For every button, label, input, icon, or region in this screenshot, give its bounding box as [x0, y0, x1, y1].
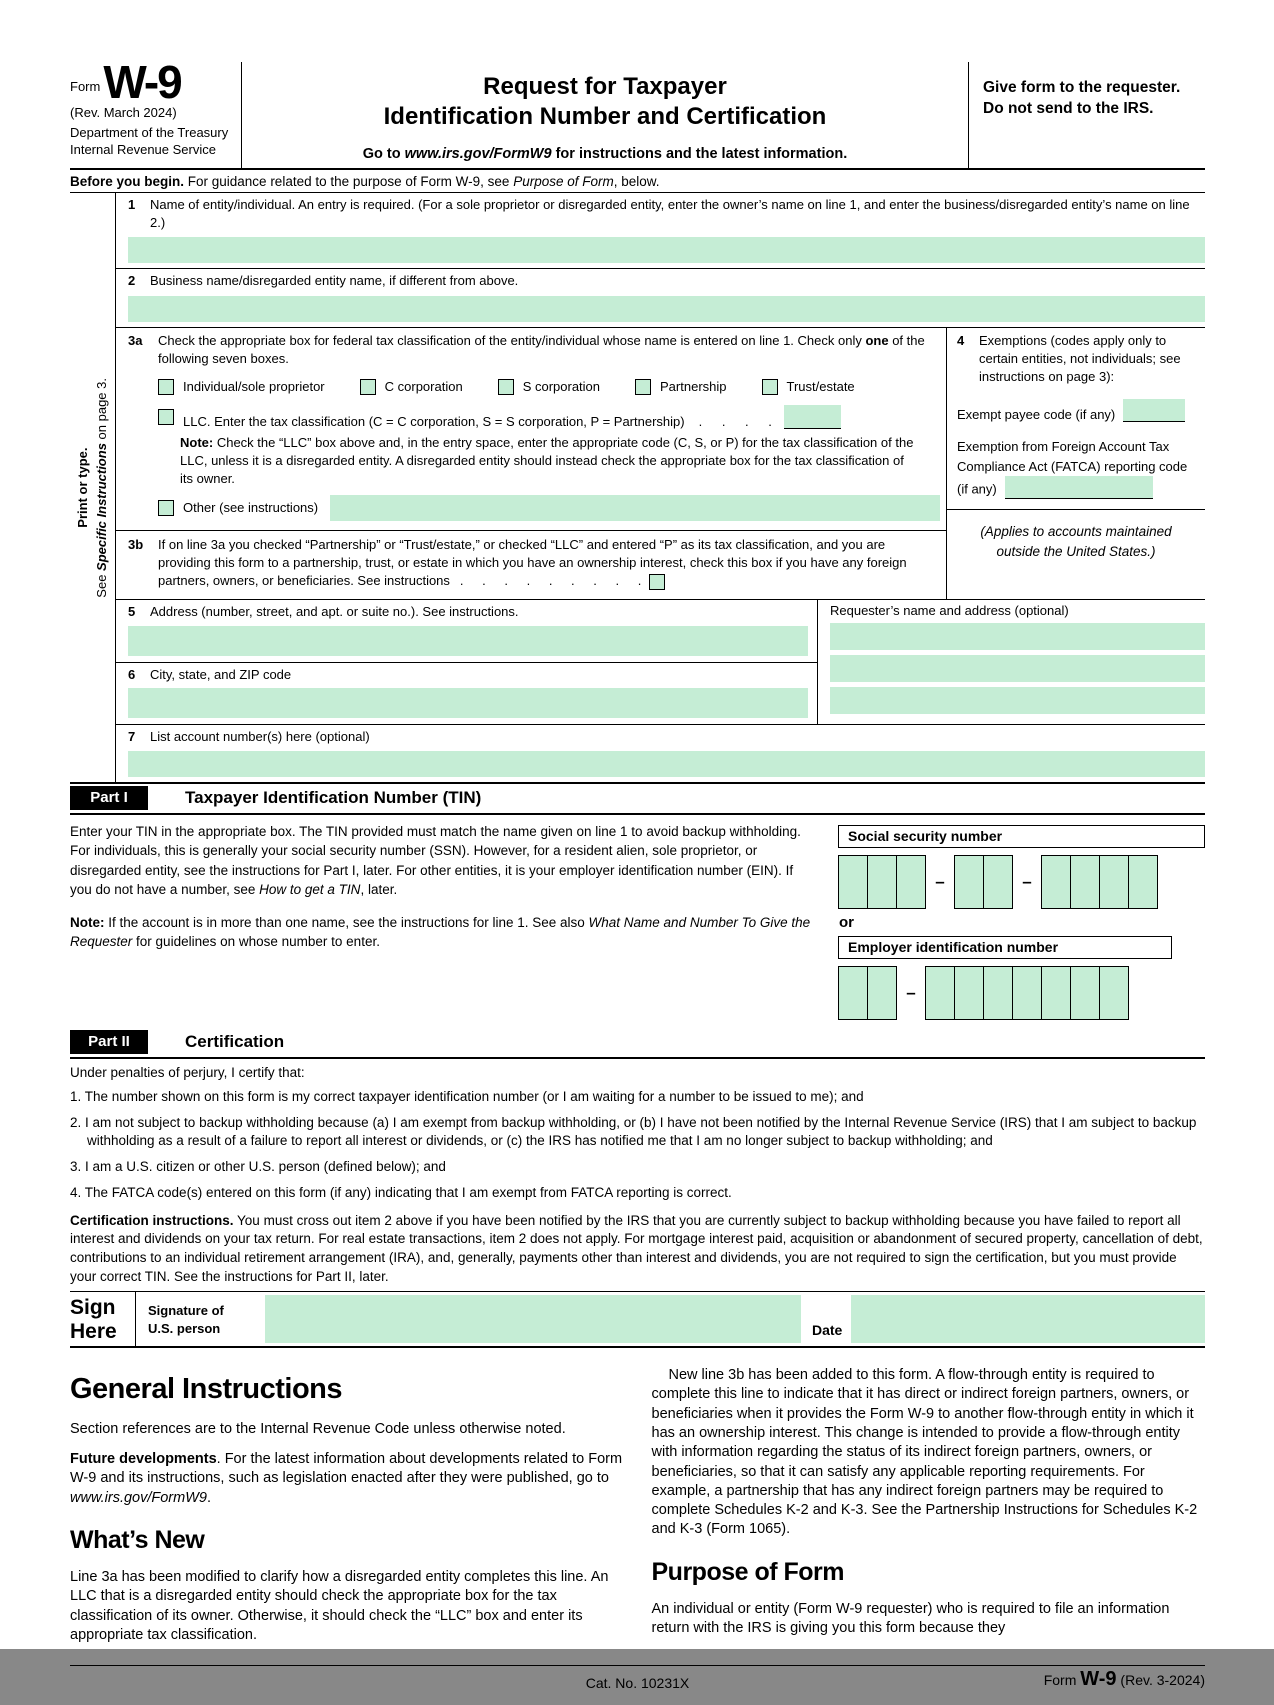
ein-cell[interactable]	[838, 966, 868, 1020]
option-trust-estate	[762, 379, 855, 395]
llc-classification-input[interactable]	[784, 405, 841, 429]
line6-number: 6	[128, 666, 136, 682]
line3a-cell	[116, 328, 946, 531]
address-row	[116, 600, 1205, 724]
llc-note: Note: Check the “LLC” box above and, in the entry space, enter the appropriate code (C, S, or P) for the tax classification of the LLC, unless it is a disregarded entity. A disregarded entity should instead check the appropriate box for the tax classification of its owner.	[180, 434, 914, 486]
ssn-cell[interactable]	[954, 855, 984, 909]
future-developments-paragraph: Future developments. For the latest information about developments related to Form W-9 and its instructions, such as legislation enacted after they were published, go to www.irs.gov/FormW9.	[70, 1450, 623, 1506]
ssn-cell[interactable]	[1128, 855, 1158, 909]
ein-cell[interactable]	[1099, 966, 1129, 1020]
exempt-payee-row	[957, 399, 1197, 422]
purpose-of-form-ref: Purpose of Form	[513, 174, 614, 189]
exempt-payee-label: Exempt payee code (if any)	[957, 407, 1116, 423]
part1-paragraph: Enter your TIN in the appropriate box. The TIN provided must match the name given on line 1 to avoid backup withholding. For individuals, this is generally your social security number (SSN). However, for a resident alien, sole proprietor, or disregarded entity, see the instructions for Part I, later. For other entities, it is your employer identification number (EIN). If you do not have a number, see How to get a TIN, later.	[70, 823, 801, 898]
line1-label: Name of entity/individual. An entry is required. (For a sole proprietor or disregarded entity, enter the owner’s name on line 1, and enter the business/disregarded entity’s name on line 2.)	[150, 197, 1190, 231]
ein-cells	[838, 966, 1205, 1020]
part2-bar	[70, 1028, 1205, 1059]
signature-of-label: Signature of U.S. person	[135, 1292, 265, 1346]
other-checkbox[interactable]	[158, 500, 174, 516]
requester-cell	[818, 600, 1205, 723]
address-input[interactable]	[128, 626, 808, 656]
ein-cell[interactable]	[983, 966, 1013, 1020]
ssn-dash: –	[935, 871, 945, 891]
requester-input-line3[interactable]	[830, 687, 1205, 714]
main-field-box	[70, 192, 1205, 784]
ein-cell[interactable]	[925, 966, 955, 1020]
ssn-cell[interactable]	[896, 855, 926, 909]
before-you-begin	[70, 170, 1205, 192]
date-input[interactable]	[851, 1295, 1205, 1343]
print-or-type-label: Print or type.	[74, 447, 90, 528]
certify-item-2: 2. I am not subject to backup withholding because (a) I am exempt from backup withholding, or (b) I have not been notified by the Internal Revenue Service (IRS) that I am subject to backup withholding as a result of a failure to report all interest or dividends, or (c) the IRS has notified me that I am no longer subject to backup withholding; and	[70, 1114, 1197, 1148]
line5-number: 5	[128, 604, 136, 620]
whats-new-heading: What’s New	[70, 1525, 205, 1554]
section-references-paragraph: Section references are to the Internal Revenue Code unless otherwise noted.	[70, 1420, 566, 1437]
before-bold: Before you begin.	[70, 174, 185, 189]
other-input[interactable]	[330, 495, 940, 521]
whats-new-paragraph: Line 3a has been modified to clarify how a disregarded entity completes this line. An LLC that is a disregarded entity should check the appropriate box for the tax classification of its owner. Otherwise, it should check the “LLC” box and enter its appropriate tax classification.	[70, 1569, 609, 1643]
part2-badge: Part II	[70, 1030, 148, 1054]
new-line-3b-paragraph: New line 3b has been added to this form. A flow-through entity is required to complete this line to indicate that it has direct or indirect foreign partners, owners, or beneficiaries when it provides the Form W-9 to another flow-through entity in which it has an ownership interest. This change is intended to provide a flow-through entity with information regarding the status of its indirect foreign partners, owners, or beneficiaries, so that it can satisfy any applicable reporting requirements. For example, a partnership that has any indirect foreign partners may be required to complete Schedules K-2 and K-3. See the Partnership Instructions for Schedules K-2 and K-3 (Form 1065).	[651, 1367, 1198, 1538]
form-number: W-9	[103, 56, 181, 108]
form-title-line2: Identification Number and Certification	[383, 103, 827, 130]
line3b-cell	[116, 531, 946, 600]
s-corporation-checkbox[interactable]	[498, 379, 514, 395]
catalog-number: Cat. No. 10231X	[585, 1675, 690, 1692]
part1-bar	[70, 784, 1205, 815]
part2-title: Certification	[185, 1031, 285, 1051]
part1-badge: Part I	[70, 786, 148, 810]
certification-instructions: Certification instructions. You must cross out item 2 above if you have been notified by the IRS that you are currently subject to backup withholding because you have failed to report all interest and dividends on your tax return. For real estate transactions, item 2 does not apply. For mortgage interest paid, acquisition or abandonment of secured property, cancellation of debt, contributions to an individual retirement arrangement (IRA), and, generally, payments other than interest and dividends, you are not required to sign the certification, but you must provide your correct TIN. See the instructions for Part II, later.	[70, 1212, 1203, 1284]
internal-revenue-service: Internal Revenue Service	[70, 141, 216, 157]
ssn-dash: –	[1022, 871, 1032, 891]
line1-number: 1	[128, 197, 136, 212]
general-instructions-heading: General Instructions	[70, 1373, 343, 1406]
line4-label: Exemptions (codes apply only to certain entities, not individuals; see instructions on page 3):	[979, 332, 1181, 384]
partnership-checkbox[interactable]	[635, 379, 651, 395]
signature-input[interactable]	[265, 1295, 801, 1343]
ssn-cell[interactable]	[1070, 855, 1100, 909]
ein-cell[interactable]	[1012, 966, 1042, 1020]
ein-cell[interactable]	[954, 966, 984, 1020]
certify-intro: Under penalties of perjury, I certify that:	[70, 1064, 305, 1080]
instructions-right-column	[652, 1362, 1206, 1645]
part1-note: Note: If the account is in more than one name, see the instructions for line 1. See also What Name and Number To Give the Requester for guidelines on whose number to enter.	[70, 914, 811, 950]
other-label: Other (see instructions)	[183, 500, 319, 516]
fatca-label: Exemption from Foreign Account Tax Compliance Act (FATCA) reporting code (if any)	[957, 439, 1188, 497]
form-id-block	[70, 56, 242, 168]
give-form-note: Give form to the requester. Do not send to the IRS.	[983, 79, 1181, 117]
sign-here-row	[70, 1291, 1205, 1348]
classification-row	[116, 328, 1205, 601]
fatca-row	[957, 437, 1197, 499]
line4-cell	[947, 328, 1205, 511]
before-rest1: For guidance related to the purpose of Form W-9, see	[184, 174, 514, 189]
line2-number: 2	[128, 273, 136, 289]
form-title-block	[242, 62, 969, 168]
applies-note: (Applies to accounts maintained outside the United States.)	[980, 524, 1172, 559]
trust-estate-label: Trust/estate	[786, 379, 855, 395]
goto-suffix: for instructions and the latest information.	[551, 146, 848, 162]
ssn-cell[interactable]	[1099, 855, 1129, 909]
line4-number: 4	[957, 332, 965, 348]
ssn-label: Social security number	[838, 825, 1205, 848]
see-specific-instructions-label: See Specific Instructions on page 3.	[93, 377, 109, 598]
before-rest2: , below.	[613, 174, 660, 189]
city-state-zip-input[interactable]	[128, 688, 808, 718]
option-individual	[158, 379, 325, 395]
sign-here-label: Sign Here	[70, 1296, 117, 1344]
c-corporation-label: C corporation	[384, 379, 463, 395]
ssn-cell[interactable]	[838, 855, 868, 909]
instructions-left-column	[70, 1362, 624, 1645]
individual-checkbox[interactable]	[158, 379, 174, 395]
ein-cell[interactable]	[867, 966, 897, 1020]
line3b-number: 3b	[128, 536, 144, 552]
line5-label: Address (number, street, and apt. or suite no.). See instructions.	[150, 604, 519, 620]
line7-label: List account number(s) here (optional)	[150, 728, 370, 744]
line2-label: Business name/disregarded entity name, if different from above.	[150, 273, 519, 289]
irs-url-link[interactable]: www.irs.gov/FormW9	[404, 146, 552, 162]
option-llc	[158, 405, 940, 429]
llc-dot-leader: . . . .	[698, 413, 772, 429]
ssn-cell[interactable]	[983, 855, 1013, 909]
purpose-of-form-heading: Purpose of Form	[651, 1557, 845, 1586]
certify-item-1: 1. The number shown on this form is my correct taxpayer identification number (or I am waiting for a number to be issued to me); and	[70, 1088, 864, 1104]
line6-cell	[116, 663, 817, 724]
general-instructions	[70, 1362, 1205, 1645]
option-partnership	[635, 379, 726, 395]
requester-input-line2[interactable]	[830, 655, 1205, 682]
form-revision: (Rev. March 2024)	[70, 104, 177, 120]
form-title-line1: Request for Taxpayer	[483, 73, 727, 100]
certify-item-3: 3. I am a U.S. citizen or other U.S. person (defined below); and	[70, 1158, 446, 1174]
exempt-payee-code-input[interactable]	[1123, 399, 1185, 422]
date-label: Date	[812, 1322, 843, 1339]
s-corporation-label: S corporation	[522, 379, 601, 395]
trust-estate-checkbox[interactable]	[762, 379, 778, 395]
part2-content	[70, 1065, 1205, 1286]
line3a-label: Check the appropriate box for federal tax classification of the entity/individual whose name is entered on line 1. Check only one of the following seven boxes.	[158, 332, 925, 366]
line3a-number: 3a	[128, 332, 143, 348]
ssn-cells	[838, 855, 1205, 909]
line3b-label: If on line 3a you checked “Partnership” or “Trust/estate,” or checked “LLC” and entered “P” as its tax classification, and you are providing this form to a partnership, trust, or estate in which you have an ownership interest, check this box if you have any foreign partners, owners, or beneficiaries. See instructions . . . . . . . . .	[158, 536, 907, 589]
llc-checkbox[interactable]	[158, 409, 174, 425]
llc-label: LLC. Enter the tax classification (C = C corporation, S = S corporation, P = Partnership)	[183, 413, 685, 429]
line7-number: 7	[128, 728, 136, 744]
business-name-input[interactable]	[128, 296, 1205, 322]
c-corporation-checkbox[interactable]	[360, 379, 376, 395]
purpose-of-form-paragraph: An individual or entity (Form W-9 requester) who is required to file an information return with the IRS is giving you this form because they	[651, 1600, 1170, 1637]
foreign-partners-checkbox[interactable]	[649, 574, 665, 590]
line7-row	[116, 725, 1205, 782]
account-numbers-input[interactable]	[128, 751, 1205, 777]
line1-row	[116, 193, 1205, 269]
individual-label: Individual/sole proprietor	[183, 379, 325, 395]
department-of-treasury: Department of the Treasury	[70, 124, 229, 140]
or-label: or	[839, 913, 854, 931]
option-c-corporation	[360, 379, 463, 395]
page-footer	[70, 1665, 1205, 1705]
ein-dash: –	[906, 982, 916, 1002]
goto-line	[250, 146, 960, 162]
footer-form-id: Form W-9 (Rev. 3-2024)	[1043, 1668, 1205, 1691]
certify-item-4: 4. The FATCA code(s) entered on this form (if any) indicating that I am exempt from FATCA reporting is correct.	[70, 1184, 732, 1200]
goto-prefix: Go to	[362, 146, 405, 162]
irs-url-link-2[interactable]: www.irs.gov/FormW9	[70, 1489, 207, 1506]
ein-cell[interactable]	[1070, 966, 1100, 1020]
requester-label: Requester’s name and address (optional)	[830, 603, 1069, 619]
ssn-cell[interactable]	[867, 855, 897, 909]
form-header	[70, 56, 1205, 170]
option-other	[158, 495, 940, 521]
ssn-cell[interactable]	[1041, 855, 1071, 909]
part1-title: Taxpayer Identification Number (TIN)	[185, 787, 482, 807]
form-title	[250, 72, 960, 132]
print-or-type-sidebar	[70, 193, 116, 782]
form-word: Form	[70, 78, 101, 94]
partnership-label: Partnership	[660, 379, 727, 395]
part1-content	[70, 815, 1205, 1028]
line3b-dot-leader: . . . . . . . . .	[459, 573, 642, 589]
line2-row	[116, 269, 1205, 327]
requester-input-line1[interactable]	[830, 623, 1205, 650]
ein-cell[interactable]	[1041, 966, 1071, 1020]
line6-label: City, state, and ZIP code	[150, 666, 292, 682]
fatca-code-input[interactable]	[1005, 476, 1153, 499]
ein-label: Employer identification number	[838, 936, 1172, 959]
option-s-corporation	[498, 379, 600, 395]
name-input[interactable]	[128, 237, 1205, 263]
line5-cell	[116, 600, 817, 662]
